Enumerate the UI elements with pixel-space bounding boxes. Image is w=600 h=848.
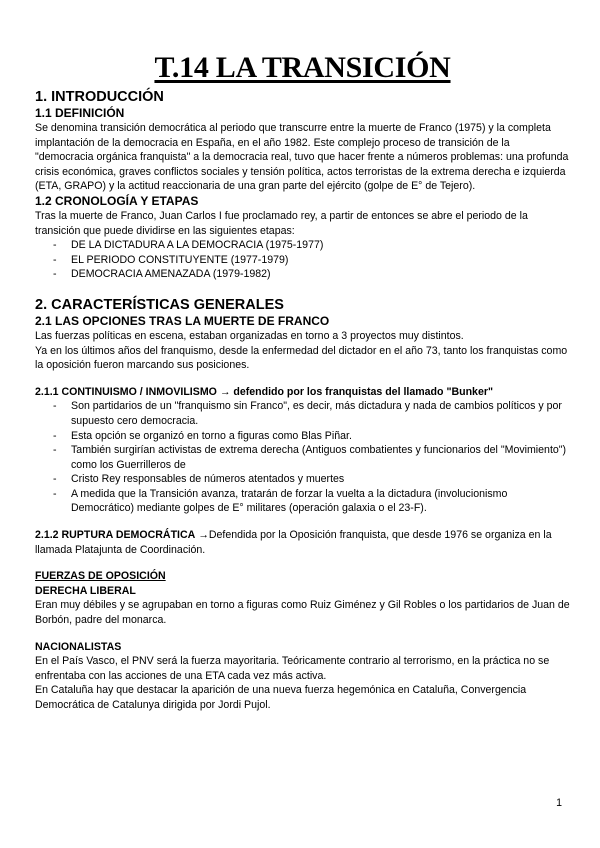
ruptura-text: →Defendida por la Oposición franquista, que desde 1976 se organiza en la llamada Platajunta de Coordinación.: [35, 529, 552, 556]
forces-heading: FUERZAS DE OPOSICIÓN: [35, 570, 166, 583]
chronology-text: Tras la muerte de Franco, Juan Carlos I fue proclamado rey, a partir de entonces se abre el periodo de la transición que puede dividirse en las siguientes etapas:: [35, 209, 528, 237]
list-item: - DE LA DICTADURA A LA DEMOCRACIA (1975-1977): [61, 238, 570, 253]
liberal-heading: DERECHA LIBERAL: [35, 584, 136, 597]
page-title: T.14 LA TRANSICIÓN: [154, 51, 451, 84]
nationalists-text-1: En el País Vasco, el PNV será la fuerza mayoritaria. Teóricamente contrario al terrorismo, en la práctica no se enfrentaba con las acciones de una ETA cada vez más activa.: [35, 655, 550, 682]
list-item: - EL PERIODO CONSTITUYENTE (1977-1979): [61, 253, 570, 268]
list-item: - A medida que la Transición avanza, tratarán de forzar la vuelta a la dictadura (involucionismo Democrático) mediante golpes de E° militares (operación galaxia o el 23-F).: [61, 487, 570, 516]
list-item: - Esta opción se organizó en torno a figuras como Blas Piñar.: [61, 429, 570, 444]
section-1-heading: 1. INTRODUCCIÓN: [35, 89, 164, 105]
section-2-heading: 2. CARACTERÍSTICAS GENERALES: [35, 296, 284, 313]
page-number: 1: [556, 797, 562, 809]
definition-heading: 1.1 DEFINICIÓN: [35, 106, 125, 120]
options-text-2: Ya en los últimos años del franquismo, desde la enfermedad del dictador en el año 73, tanto los franquistas como la oposición fueron marcando sus posiciones.: [35, 344, 568, 372]
nationalists-text-2: En Cataluña hay que destacar la aparición de una nueva fuerza hegemónica en Cataluña, Convergencia Democrática de Catalunya dirigida por Jordi Pujol.: [35, 684, 527, 711]
stages-list: [35, 238, 570, 282]
list-item: - DEMOCRACIA AMENAZADA (1979-1982): [61, 267, 570, 282]
continuismo-heading: 2.1.1 CONTINUISMO / INMOVILISMO → defendido por los franquistas del llamado "Bunker": [35, 385, 493, 398]
chronology-heading: 1.2 CRONOLOGÍA Y ETAPAS: [35, 193, 199, 208]
list-item: - Son partidarios de un "franquismo sin Franco", es decir, más dictadura y nada de cambios políticos y por supuesto cero democracia.: [61, 399, 570, 428]
list-item: - También surgirían activistas de extrema derecha (Antiguos combatientes y funcionarios del "Movimiento") como los Guerrilleros de: [61, 443, 570, 472]
ruptura-heading: 2.1.2 RUPTURA DEMOCRÁTICA: [35, 529, 196, 542]
ruptura-paragraph: [35, 528, 570, 557]
continuismo-list: [35, 399, 570, 516]
nationalists-heading: NACIONALISTAS: [35, 640, 122, 653]
options-heading: 2.1 LAS OPCIONES TRAS LA MUERTE DE FRANCO: [35, 313, 330, 328]
list-item: - Cristo Rey responsables de números atentados y muertes: [61, 472, 570, 487]
definition-text: Se denomina transición democrática al periodo que transcurre entre la muerte de Franco (1975) y la completa implantación de la democracia en España, en el año 1982. Este complejo proceso de transición de la "democracia orgánica franquista" a la democracia real, tuvo que hacer frente a números problemas: una profunda crisis económica, graves conflictos sociales y tensión política, actos terroristas de la extrema derecha e izquierda (ETA, GRAPO) y la actitud reaccionaria de una gran parte del ejército (golpe de E° de Tejero).: [35, 122, 569, 193]
liberal-text: Eran muy débiles y se agrupaban en torno a figuras como Ruiz Giménez y Gil Robles o los partidarios de Juan de Borbón, padre del monarca.: [35, 599, 570, 627]
options-text-1: Las fuerzas políticas en escena, estaban organizadas en torno a 3 proyectos muy distintos.: [35, 329, 464, 342]
